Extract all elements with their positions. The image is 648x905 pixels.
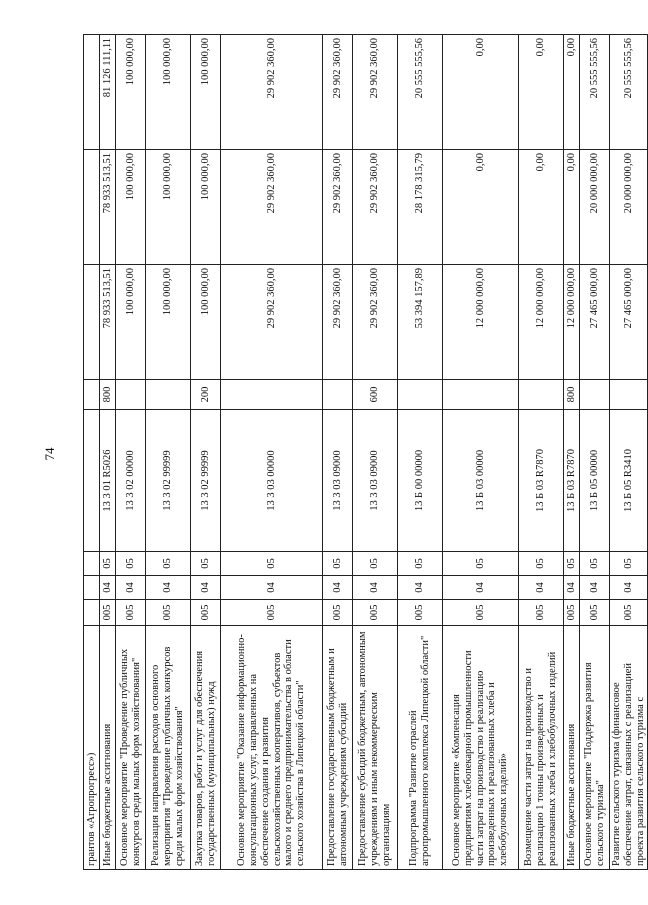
- cell-sec: 04: [610, 576, 648, 600]
- cell-a2: 29 902 360,00: [221, 150, 323, 265]
- cell-a1: 29 902 360,00: [353, 265, 398, 380]
- table-row: [84, 35, 100, 870]
- cell-a1: 100 000,00: [146, 265, 191, 380]
- cell-name: Иные бюджетные ассигнования: [100, 626, 116, 870]
- page-number: 74: [42, 447, 57, 461]
- cell-name: Основное мероприятие «Компенсация предприятиям хлебопекарной промышленности части затрат на производство и реализацию произведенных и реализованных хлеба и хлебобулочных изделий»: [443, 626, 519, 870]
- rotated-table-region: [83, 35, 646, 870]
- cell-a1: 12 000 000,00: [519, 265, 564, 380]
- cell-name: Реализация направления расходов основного мероприятия "Проведение публичных конкурсов среди малых форм хозяйствования": [146, 626, 191, 870]
- cell-a3: 100 000,00: [191, 35, 221, 150]
- table-row: [221, 35, 323, 870]
- cell-vr: 800: [100, 380, 116, 410]
- cell-csr: 13 Б 03 R7870: [519, 410, 564, 552]
- cell-a1: 100 000,00: [191, 265, 221, 380]
- cell-sub: 05: [353, 552, 398, 576]
- cell-vr: 200: [191, 380, 221, 410]
- cell-vr: [84, 380, 100, 410]
- cell-a2: 28 178 315,79: [398, 150, 443, 265]
- cell-name: Основное мероприятие "Проведение публичных конкурсов среди малых форм хозяйствования": [116, 626, 146, 870]
- cell-admin: 005: [116, 600, 146, 626]
- cell-admin: 005: [353, 600, 398, 626]
- cell-name: Предоставление субсидий бюджетным, автономным учреждениям и иным некоммерческим организациям: [353, 626, 398, 870]
- cell-admin: 005: [519, 600, 564, 626]
- cell-sub: 05: [323, 552, 353, 576]
- cell-admin: 005: [221, 600, 323, 626]
- cell-a3: 29 902 360,00: [353, 35, 398, 150]
- cell-a1: 27 465 000,00: [610, 265, 648, 380]
- cell-a2: 0,00: [519, 150, 564, 265]
- cell-sub: 05: [221, 552, 323, 576]
- cell-a3: 29 902 360,00: [221, 35, 323, 150]
- cell-name: Подпрограмма "Развитие отраслей агропромышленного комплекса Липецкой области": [398, 626, 443, 870]
- table-row: [398, 35, 443, 870]
- cell-sub: 05: [146, 552, 191, 576]
- cell-csr: 13 Б 03 R7870: [564, 410, 580, 552]
- cell-csr: 13 3 01 R5026: [100, 410, 116, 552]
- cell-vr: [519, 380, 564, 410]
- table-row: [353, 35, 398, 870]
- cell-sub: 05: [443, 552, 519, 576]
- cell-a2: 78 933 513,51: [100, 150, 116, 265]
- cell-name: Предоставление государственным бюджетным и автономным учреждениям субсидий: [323, 626, 353, 870]
- cell-sec: 04: [146, 576, 191, 600]
- cell-csr: 13 3 03 09000: [353, 410, 398, 552]
- cell-a2: 0,00: [564, 150, 580, 265]
- cell-sub: 05: [564, 552, 580, 576]
- cell-sub: 05: [610, 552, 648, 576]
- cell-a2: 0,00: [443, 150, 519, 265]
- cell-a3: 0,00: [564, 35, 580, 150]
- cell-sec: [84, 576, 100, 600]
- cell-name: Развитие сельского туризма (финансовое обеспечение затрат, связанных с реализацией проекта развития сельского туризма с: [610, 626, 648, 870]
- cell-admin: 005: [610, 600, 648, 626]
- cell-sub: 05: [519, 552, 564, 576]
- cell-a2: 100 000,00: [146, 150, 191, 265]
- table-row: [519, 35, 564, 870]
- cell-vr: [580, 380, 610, 410]
- cell-name: грантов «Агропрогресс»): [84, 626, 100, 870]
- cell-a3: 20 555 555,56: [398, 35, 443, 150]
- cell-name: Закупка товаров, работ и услуг для обеспечения государственных (муниципальных) нужд: [191, 626, 221, 870]
- cell-csr: 13 Б 00 00000: [398, 410, 443, 552]
- cell-csr: 13 Б 03 00000: [443, 410, 519, 552]
- table-row: [100, 35, 116, 870]
- cell-csr: 13 3 02 99999: [146, 410, 191, 552]
- table-row: [146, 35, 191, 870]
- cell-sub: 05: [191, 552, 221, 576]
- cell-name: Иные бюджетные ассигнования: [564, 626, 580, 870]
- table-row: [610, 35, 648, 870]
- table-row: [323, 35, 353, 870]
- cell-csr: 13 3 02 00000: [116, 410, 146, 552]
- table-row: [191, 35, 221, 870]
- cell-a3: 0,00: [443, 35, 519, 150]
- cell-sub: 05: [580, 552, 610, 576]
- cell-a1: 12 000 000,00: [564, 265, 580, 380]
- cell-sec: 04: [353, 576, 398, 600]
- cell-csr: 13 3 03 09000: [323, 410, 353, 552]
- cell-vr: [323, 380, 353, 410]
- cell-sec: 04: [191, 576, 221, 600]
- cell-a2: [84, 150, 100, 265]
- cell-sub: 05: [116, 552, 146, 576]
- cell-name: Основное мероприятие "Оказание информационно-консультационных услуг, направленных на обеспечение создания и развития сельскохозяйственных кооперативов, субъектов малого и среднего предпринимательства в области сельского хозяйства в Липецкой области": [221, 626, 323, 870]
- cell-csr: 13 3 03 00000: [221, 410, 323, 552]
- cell-vr: 600: [353, 380, 398, 410]
- cell-sec: 04: [580, 576, 610, 600]
- cell-a2: 100 000,00: [191, 150, 221, 265]
- cell-a1: 53 394 157,89: [398, 265, 443, 380]
- cell-a2: 100 000,00: [116, 150, 146, 265]
- cell-name: Возмещение части затрат на производство и реализацию 1 тонны произведенных и реализованных хлеба и хлебобулочных изделий: [519, 626, 564, 870]
- cell-a3: [84, 35, 100, 150]
- cell-vr: [116, 380, 146, 410]
- cell-sub: [84, 552, 100, 576]
- cell-a3: 20 555 555,56: [610, 35, 648, 150]
- table-row: [116, 35, 146, 870]
- cell-csr: 13 Б 05 R3410: [610, 410, 648, 552]
- cell-a1: [84, 265, 100, 380]
- cell-sec: 04: [323, 576, 353, 600]
- table-row: [564, 35, 580, 870]
- cell-admin: 005: [580, 600, 610, 626]
- cell-admin: 005: [191, 600, 221, 626]
- cell-admin: 005: [398, 600, 443, 626]
- cell-vr: [221, 380, 323, 410]
- cell-a3: 0,00: [519, 35, 564, 150]
- cell-csr: 13 Б 05 00000: [580, 410, 610, 552]
- cell-a3: 100 000,00: [116, 35, 146, 150]
- cell-a1: 100 000,00: [116, 265, 146, 380]
- cell-admin: [84, 600, 100, 626]
- cell-a3: 100 000,00: [146, 35, 191, 150]
- cell-sec: 04: [116, 576, 146, 600]
- cell-vr: [398, 380, 443, 410]
- cell-sec: 04: [519, 576, 564, 600]
- cell-csr: 13 3 02 99999: [191, 410, 221, 552]
- cell-sub: 05: [398, 552, 443, 576]
- cell-admin: 005: [100, 600, 116, 626]
- cell-vr: 800: [564, 380, 580, 410]
- cell-a1: 12 000 000,00: [443, 265, 519, 380]
- cell-vr: [443, 380, 519, 410]
- cell-a3: 20 555 555,56: [580, 35, 610, 150]
- cell-a1: 27 465 000,00: [580, 265, 610, 380]
- cell-a2: 20 000 000,00: [610, 150, 648, 265]
- cell-a2: 29 902 360,00: [323, 150, 353, 265]
- cell-name: Основное мероприятие "Поддержка развития сельского туризма": [580, 626, 610, 870]
- table-row: [580, 35, 610, 870]
- cell-a3: 29 902 360,00: [323, 35, 353, 150]
- cell-vr: [146, 380, 191, 410]
- cell-a2: 29 902 360,00: [353, 150, 398, 265]
- cell-admin: 005: [323, 600, 353, 626]
- cell-a1: 29 902 360,00: [323, 265, 353, 380]
- cell-a2: 20 000 000,00: [580, 150, 610, 265]
- cell-sec: 04: [100, 576, 116, 600]
- cell-csr: [84, 410, 100, 552]
- cell-admin: 005: [443, 600, 519, 626]
- cell-admin: 005: [146, 600, 191, 626]
- cell-a1: 29 902 360,00: [221, 265, 323, 380]
- cell-vr: [610, 380, 648, 410]
- budget-table: [83, 34, 648, 870]
- cell-a1: 78 933 513,51: [100, 265, 116, 380]
- cell-sec: 04: [221, 576, 323, 600]
- cell-sec: 04: [398, 576, 443, 600]
- cell-a3: 81 126 111,11: [100, 35, 116, 150]
- cell-sub: 05: [100, 552, 116, 576]
- table-row: [443, 35, 519, 870]
- cell-admin: 005: [564, 600, 580, 626]
- cell-sec: 04: [443, 576, 519, 600]
- cell-sec: 04: [564, 576, 580, 600]
